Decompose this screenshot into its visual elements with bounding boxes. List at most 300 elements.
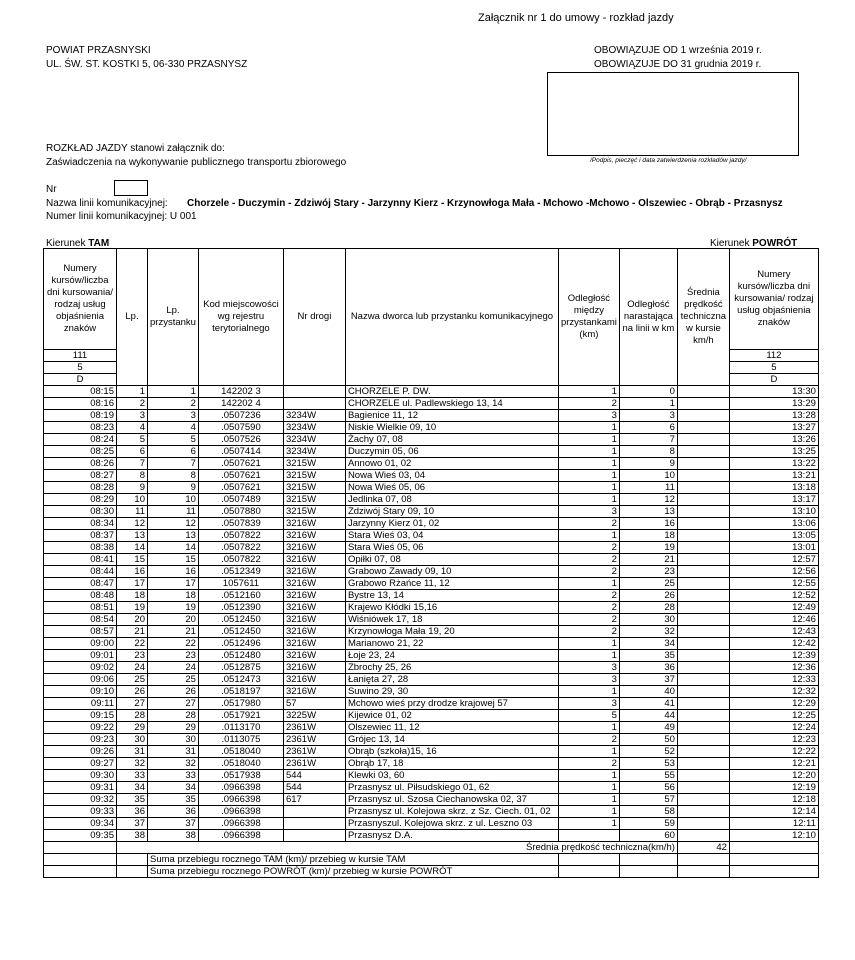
- cell-terr-code: .0512349: [198, 566, 283, 578]
- cell-dist-cumulative: 9: [619, 458, 677, 470]
- cell-stop-name: Stara Wieś 03, 04: [345, 530, 558, 542]
- cell-stop-name: CHORZELE ul. Padlewskiego 13, 14: [345, 398, 558, 410]
- table-row: [44, 506, 819, 518]
- cell-lp-stop: 28: [148, 710, 199, 722]
- direction-tam-prefix: Kierunek: [46, 238, 89, 249]
- cell-terr-code: .0512496: [198, 638, 283, 650]
- cell-dist-cumulative: 56: [619, 782, 677, 794]
- table-row: [44, 734, 819, 746]
- cell-dist-cumulative: 13: [619, 506, 677, 518]
- cell-dist-cumulative: 1: [619, 398, 677, 410]
- valid-to: OBOWIĄZUJE DO 31 grudnia 2019 r.: [594, 59, 762, 70]
- cell-time-tam: 08:34: [44, 518, 117, 530]
- organizer-name: POWIAT PRZASNYSKI: [46, 45, 151, 56]
- cell-road-no: [283, 386, 345, 398]
- cell-avg-speed: [677, 458, 729, 470]
- cell-road-no: 3216W: [283, 614, 345, 626]
- cell-time-powrot: 12:39: [729, 650, 818, 662]
- cell-dist-between: 2: [558, 590, 619, 602]
- cell-lp: 16: [117, 566, 148, 578]
- cell-dist-cumulative: 30: [619, 614, 677, 626]
- cell-lp: 2: [117, 398, 148, 410]
- avg-speed-value: 42: [677, 842, 729, 854]
- cell-stop-name: Stara Wieś 05, 06: [345, 542, 558, 554]
- cell-avg-speed: [677, 746, 729, 758]
- empty-cell: [117, 854, 148, 866]
- cell-lp-stop: 22: [148, 638, 199, 650]
- nr-label: Nr: [46, 184, 57, 195]
- cell-lp-stop: 31: [148, 746, 199, 758]
- cell-road-no: [283, 818, 345, 830]
- table-row: [44, 806, 819, 818]
- cell-dist-cumulative: 16: [619, 518, 677, 530]
- table-row: [44, 542, 819, 554]
- cell-time-tam: 08:41: [44, 554, 117, 566]
- cell-time-tam: 08:48: [44, 590, 117, 602]
- cell-lp: 8: [117, 470, 148, 482]
- cell-time-tam: 08:54: [44, 614, 117, 626]
- cell-time-powrot: 13:06: [729, 518, 818, 530]
- cell-time-powrot: 12:42: [729, 638, 818, 650]
- cell-stop-name: Jedlinka 07, 08: [345, 494, 558, 506]
- cell-lp-stop: 6: [148, 446, 199, 458]
- cell-avg-speed: [677, 722, 729, 734]
- cell-dist-cumulative: 55: [619, 770, 677, 782]
- cell-dist-between: 1: [558, 530, 619, 542]
- cell-stop-name: Duczymin 05, 06: [345, 446, 558, 458]
- cell-avg-speed: [677, 422, 729, 434]
- cell-time-tam: 09:34: [44, 818, 117, 830]
- cell-lp: 9: [117, 482, 148, 494]
- table-row: [44, 770, 819, 782]
- cell-stop-name: Bystre 13, 14: [345, 590, 558, 602]
- cell-dist-between: 1: [558, 746, 619, 758]
- cell-time-tam: 09:33: [44, 806, 117, 818]
- cell-avg-speed: [677, 650, 729, 662]
- col-header-terr-code: Kod miejscowości wg rejestru terytorialnego: [198, 249, 283, 386]
- cell-time-tam: 09:02: [44, 662, 117, 674]
- cell-dist-cumulative: 19: [619, 542, 677, 554]
- cell-avg-speed: [677, 470, 729, 482]
- cell-lp-stop: 9: [148, 482, 199, 494]
- cell-time-powrot: 12:21: [729, 758, 818, 770]
- cell-time-tam: 08:57: [44, 626, 117, 638]
- cell-lp-stop: 21: [148, 626, 199, 638]
- course-right-number: 112: [729, 350, 818, 362]
- table-row: [44, 614, 819, 626]
- cell-time-powrot: 13:30: [729, 386, 818, 398]
- cell-road-no: 3216W: [283, 686, 345, 698]
- cell-road-no: 3215W: [283, 494, 345, 506]
- cell-lp-stop: 10: [148, 494, 199, 506]
- cell-avg-speed: [677, 434, 729, 446]
- cell-lp-stop: 26: [148, 686, 199, 698]
- cell-terr-code: .0507489: [198, 494, 283, 506]
- cell-time-tam: 09:15: [44, 710, 117, 722]
- cell-time-powrot: 13:28: [729, 410, 818, 422]
- course-left-number: 111: [44, 350, 117, 362]
- cell-road-no: 3216W: [283, 530, 345, 542]
- cell-dist-cumulative: 26: [619, 590, 677, 602]
- cell-avg-speed: [677, 446, 729, 458]
- cell-dist-between: 1: [558, 482, 619, 494]
- cell-stop-name: Bagienice 11, 12: [345, 410, 558, 422]
- empty-cell: [729, 854, 818, 866]
- cell-time-tam: 08:28: [44, 482, 117, 494]
- cell-lp-stop: 24: [148, 662, 199, 674]
- table-row: [44, 746, 819, 758]
- cell-terr-code: .0507236: [198, 410, 283, 422]
- cell-terr-code: .0507414: [198, 446, 283, 458]
- cell-time-powrot: 13:05: [729, 530, 818, 542]
- table-row: [44, 602, 819, 614]
- cell-stop-name: Olszewiec 11, 12: [345, 722, 558, 734]
- cell-road-no: 3216W: [283, 554, 345, 566]
- cell-dist-cumulative: 52: [619, 746, 677, 758]
- cell-lp-stop: 18: [148, 590, 199, 602]
- cell-time-tam: 08:15: [44, 386, 117, 398]
- cell-lp: 10: [117, 494, 148, 506]
- cell-time-powrot: 12:14: [729, 806, 818, 818]
- cell-lp-stop: 27: [148, 698, 199, 710]
- table-row: [44, 566, 819, 578]
- cell-time-tam: 09:26: [44, 746, 117, 758]
- cell-lp-stop: 34: [148, 782, 199, 794]
- cell-dist-cumulative: 57: [619, 794, 677, 806]
- cell-avg-speed: [677, 590, 729, 602]
- cell-stop-name: Przasnysz ul. Szosa Ciechanowska 02, 37: [345, 794, 558, 806]
- cell-dist-cumulative: 8: [619, 446, 677, 458]
- cell-stop-name: Łanięta 27, 28: [345, 674, 558, 686]
- cell-lp: 19: [117, 602, 148, 614]
- cell-stop-name: Zbrochy 25, 26: [345, 662, 558, 674]
- direction-tam-value: TAM: [88, 238, 110, 249]
- attachment-line-2: Zaświadczenia na wykonywanie publicznego transportu zbiorowego: [46, 157, 347, 168]
- cell-lp-stop: 12: [148, 518, 199, 530]
- cell-road-no: 2361W: [283, 758, 345, 770]
- nr-field: [114, 180, 148, 196]
- col-header-dist-between: Odległość między przystankami (km): [558, 249, 619, 386]
- cell-terr-code: .0507621: [198, 470, 283, 482]
- cell-time-powrot: 12:29: [729, 698, 818, 710]
- cell-terr-code: .0113075: [198, 734, 283, 746]
- cell-terr-code: .0512450: [198, 626, 283, 638]
- cell-time-tam: 08:19: [44, 410, 117, 422]
- cell-road-no: 544: [283, 770, 345, 782]
- cell-lp: 5: [117, 434, 148, 446]
- table-row: [44, 686, 819, 698]
- cell-dist-cumulative: 6: [619, 422, 677, 434]
- sum-powrot-row-label: Suma przebiegu rocznego POWRÓT (km)/ przebieg w kursie POWRÓT: [148, 866, 559, 878]
- cell-dist-cumulative: 7: [619, 434, 677, 446]
- cell-dist-between: 3: [558, 506, 619, 518]
- col-header-avg-speed: Średnia prędkość techniczna w kursie km/h: [677, 249, 729, 386]
- cell-road-no: 3234W: [283, 410, 345, 422]
- cell-time-tam: 08:29: [44, 494, 117, 506]
- cell-terr-code: .0507822: [198, 554, 283, 566]
- cell-time-tam: 08:27: [44, 470, 117, 482]
- empty-cell: [729, 866, 818, 878]
- cell-dist-between: 1: [558, 434, 619, 446]
- cell-stop-name: Przasnysz ul. Piłsudskiego 01, 62: [345, 782, 558, 794]
- cell-stop-name: Opiłki 07, 08: [345, 554, 558, 566]
- table-row: [44, 758, 819, 770]
- cell-dist-between: 2: [558, 542, 619, 554]
- cell-dist-cumulative: 12: [619, 494, 677, 506]
- cell-lp: 15: [117, 554, 148, 566]
- cell-terr-code: .0518040: [198, 758, 283, 770]
- cell-stop-name: Zdziwój Stary 09, 10: [345, 506, 558, 518]
- empty-cell: [677, 866, 729, 878]
- cell-lp: 21: [117, 626, 148, 638]
- approval-stamp-box: [547, 72, 799, 156]
- cell-dist-between: 2: [558, 734, 619, 746]
- cell-lp-stop: 23: [148, 650, 199, 662]
- cell-time-tam: 09:23: [44, 734, 117, 746]
- empty-cell: [558, 866, 619, 878]
- cell-time-tam: 09:27: [44, 758, 117, 770]
- cell-road-no: 3216W: [283, 626, 345, 638]
- cell-road-no: 3234W: [283, 446, 345, 458]
- cell-time-powrot: 12:22: [729, 746, 818, 758]
- cell-dist-between: 1: [558, 446, 619, 458]
- cell-terr-code: .0517980: [198, 698, 283, 710]
- cell-avg-speed: [677, 698, 729, 710]
- cell-road-no: 3216W: [283, 650, 345, 662]
- cell-lp: 3: [117, 410, 148, 422]
- cell-lp: 22: [117, 638, 148, 650]
- cell-time-powrot: 12:55: [729, 578, 818, 590]
- cell-stop-name: Nowa Wieś 05, 06: [345, 482, 558, 494]
- cell-dist-cumulative: 53: [619, 758, 677, 770]
- cell-lp: 37: [117, 818, 148, 830]
- cell-stop-name: Grójec 13, 14: [345, 734, 558, 746]
- cell-dist-cumulative: 35: [619, 650, 677, 662]
- cell-time-powrot: 12:33: [729, 674, 818, 686]
- cell-stop-name: Grabowo Zawady 09, 10: [345, 566, 558, 578]
- cell-time-powrot: 12:49: [729, 602, 818, 614]
- cell-road-no: 3216W: [283, 674, 345, 686]
- cell-avg-speed: [677, 494, 729, 506]
- cell-road-no: [283, 398, 345, 410]
- cell-time-tam: 08:38: [44, 542, 117, 554]
- table-row: [44, 638, 819, 650]
- cell-road-no: 3215W: [283, 458, 345, 470]
- cell-lp: 38: [117, 830, 148, 842]
- cell-avg-speed: [677, 566, 729, 578]
- cell-time-powrot: 12:19: [729, 782, 818, 794]
- cell-road-no: 3216W: [283, 566, 345, 578]
- empty-cell: [44, 854, 117, 866]
- cell-avg-speed: [677, 638, 729, 650]
- cell-time-tam: 09:30: [44, 770, 117, 782]
- cell-avg-speed: [677, 506, 729, 518]
- cell-road-no: 3215W: [283, 470, 345, 482]
- cell-lp: 17: [117, 578, 148, 590]
- empty-cell: [677, 854, 729, 866]
- cell-dist-between: 1: [558, 422, 619, 434]
- cell-time-powrot: 12:32: [729, 686, 818, 698]
- cell-dist-between: 2: [558, 626, 619, 638]
- cell-dist-between: 1: [558, 722, 619, 734]
- cell-lp: 28: [117, 710, 148, 722]
- cell-time-powrot: 12:20: [729, 770, 818, 782]
- cell-road-no: [283, 830, 345, 842]
- cell-terr-code: .0512875: [198, 662, 283, 674]
- cell-dist-between: 1: [558, 650, 619, 662]
- cell-lp: 35: [117, 794, 148, 806]
- cell-time-tam: 09:06: [44, 674, 117, 686]
- cell-dist-cumulative: 49: [619, 722, 677, 734]
- cell-dist-cumulative: 28: [619, 602, 677, 614]
- cell-dist-cumulative: 60: [619, 830, 677, 842]
- cell-lp-stop: 2: [148, 398, 199, 410]
- cell-dist-between: 5: [558, 710, 619, 722]
- cell-terr-code: .0507590: [198, 422, 283, 434]
- cell-terr-code: .0512450: [198, 614, 283, 626]
- cell-dist-between: 1: [558, 578, 619, 590]
- cell-dist-cumulative: 50: [619, 734, 677, 746]
- cell-time-powrot: 12:24: [729, 722, 818, 734]
- table-row: [44, 818, 819, 830]
- table-row: [44, 830, 819, 842]
- table-row: [44, 626, 819, 638]
- cell-stop-name: CHORZELE P. DW.: [345, 386, 558, 398]
- cell-dist-between: 1: [558, 470, 619, 482]
- table-row: [44, 458, 819, 470]
- cell-time-powrot: 12:11: [729, 818, 818, 830]
- cell-lp-stop: 29: [148, 722, 199, 734]
- cell-dist-between: 2: [558, 566, 619, 578]
- cell-stop-name: Kijewice 01, 02: [345, 710, 558, 722]
- cell-lp: 11: [117, 506, 148, 518]
- cell-lp-stop: 7: [148, 458, 199, 470]
- cell-lp-stop: 8: [148, 470, 199, 482]
- cell-time-tam: 09:31: [44, 782, 117, 794]
- cell-time-powrot: 12:23: [729, 734, 818, 746]
- cell-lp: 20: [117, 614, 148, 626]
- cell-dist-cumulative: 44: [619, 710, 677, 722]
- cell-dist-between: 1: [558, 458, 619, 470]
- cell-road-no: 3216W: [283, 518, 345, 530]
- cell-avg-speed: [677, 554, 729, 566]
- cell-dist-cumulative: 34: [619, 638, 677, 650]
- cell-dist-cumulative: 36: [619, 662, 677, 674]
- cell-terr-code: .0507822: [198, 530, 283, 542]
- cell-time-tam: 09:22: [44, 722, 117, 734]
- cell-dist-cumulative: 37: [619, 674, 677, 686]
- cell-avg-speed: [677, 530, 729, 542]
- cell-dist-between: 2: [558, 758, 619, 770]
- cell-dist-between: [558, 830, 619, 842]
- cell-road-no: 3234W: [283, 434, 345, 446]
- cell-lp-stop: 25: [148, 674, 199, 686]
- cell-time-tam: 09:01: [44, 650, 117, 662]
- cell-lp: 30: [117, 734, 148, 746]
- cell-terr-code: .0512473: [198, 674, 283, 686]
- table-row: [44, 722, 819, 734]
- cell-time-powrot: 12:18: [729, 794, 818, 806]
- col-header-dist-cumulative: Odległość narastająca na linii w km: [619, 249, 677, 386]
- cell-stop-name: Wiśniówek 17, 18: [345, 614, 558, 626]
- cell-avg-speed: [677, 674, 729, 686]
- cell-terr-code: .0966398: [198, 782, 283, 794]
- cell-lp: 6: [117, 446, 148, 458]
- cell-dist-between: 3: [558, 674, 619, 686]
- cell-stop-name: Obrąb 17, 18: [345, 758, 558, 770]
- cell-road-no: 57: [283, 698, 345, 710]
- cell-stop-name: Łoje 23, 24: [345, 650, 558, 662]
- col-header-lp: Lp.: [117, 249, 148, 386]
- cell-lp-stop: 3: [148, 410, 199, 422]
- cell-stop-name: Suwino 29, 30: [345, 686, 558, 698]
- cell-lp-stop: 15: [148, 554, 199, 566]
- cell-dist-cumulative: 10: [619, 470, 677, 482]
- cell-stop-name: Żachy 07, 08: [345, 434, 558, 446]
- col-header-lp-stop: Lp. przystanku: [148, 249, 199, 386]
- cell-lp: 36: [117, 806, 148, 818]
- cell-time-powrot: 12:43: [729, 626, 818, 638]
- cell-terr-code: .0966398: [198, 830, 283, 842]
- cell-dist-between: 2: [558, 554, 619, 566]
- col-header-stop-name: Nazwa dworca lub przystanku komunikacyjnego: [345, 249, 558, 386]
- cell-time-powrot: 12:57: [729, 554, 818, 566]
- cell-lp: 18: [117, 590, 148, 602]
- cell-time-tam: 08:26: [44, 458, 117, 470]
- course-right-days: 5: [729, 362, 818, 374]
- cell-terr-code: .0507621: [198, 482, 283, 494]
- cell-lp: 25: [117, 674, 148, 686]
- cell-terr-code: 142202 4: [198, 398, 283, 410]
- cell-lp-stop: 17: [148, 578, 199, 590]
- cell-dist-between: 2: [558, 518, 619, 530]
- cell-lp-stop: 33: [148, 770, 199, 782]
- cell-stop-name: Marianowo 21, 22: [345, 638, 558, 650]
- cell-lp-stop: 37: [148, 818, 199, 830]
- cell-road-no: 544: [283, 782, 345, 794]
- cell-lp: 34: [117, 782, 148, 794]
- cell-terr-code: .0507822: [198, 542, 283, 554]
- timetable: [43, 248, 819, 878]
- cell-lp-stop: 30: [148, 734, 199, 746]
- stamp-note: /Podpis, pieczęć i data zatwierdzenia rozkładów jazdy/: [590, 157, 747, 164]
- cell-road-no: 3225W: [283, 710, 345, 722]
- cell-time-powrot: 13:17: [729, 494, 818, 506]
- cell-avg-speed: [677, 758, 729, 770]
- cell-lp-stop: 19: [148, 602, 199, 614]
- line-number: Numer linii komunikacyjnej: U 001: [46, 211, 197, 222]
- cell-time-powrot: 13:22: [729, 458, 818, 470]
- empty-cell: [44, 842, 117, 854]
- cell-avg-speed: [677, 818, 729, 830]
- cell-dist-between: 2: [558, 602, 619, 614]
- cell-time-powrot: 13:25: [729, 446, 818, 458]
- cell-avg-speed: [677, 806, 729, 818]
- cell-lp: 14: [117, 542, 148, 554]
- cell-terr-code: .0507880: [198, 506, 283, 518]
- line-name-label: Nazwa linii komunikacyjnej:: [46, 198, 168, 209]
- cell-dist-between: 1: [558, 770, 619, 782]
- attachment-line-1: ROZKŁAD JAZDY stanowi załącznik do:: [46, 143, 225, 154]
- cell-road-no: 3216W: [283, 590, 345, 602]
- cell-terr-code: .0507526: [198, 434, 283, 446]
- cell-lp: 12: [117, 518, 148, 530]
- cell-stop-name: Klewki 03, 60: [345, 770, 558, 782]
- organizer-address: UL. ŚW. ST. KOSTKI 5, 06-330 PRZASNYSZ: [46, 59, 248, 70]
- cell-stop-name: Obrąb (szkoła)15, 16: [345, 746, 558, 758]
- cell-lp-stop: 5: [148, 434, 199, 446]
- cell-stop-name: Krzynowłoga Mała 19, 20: [345, 626, 558, 638]
